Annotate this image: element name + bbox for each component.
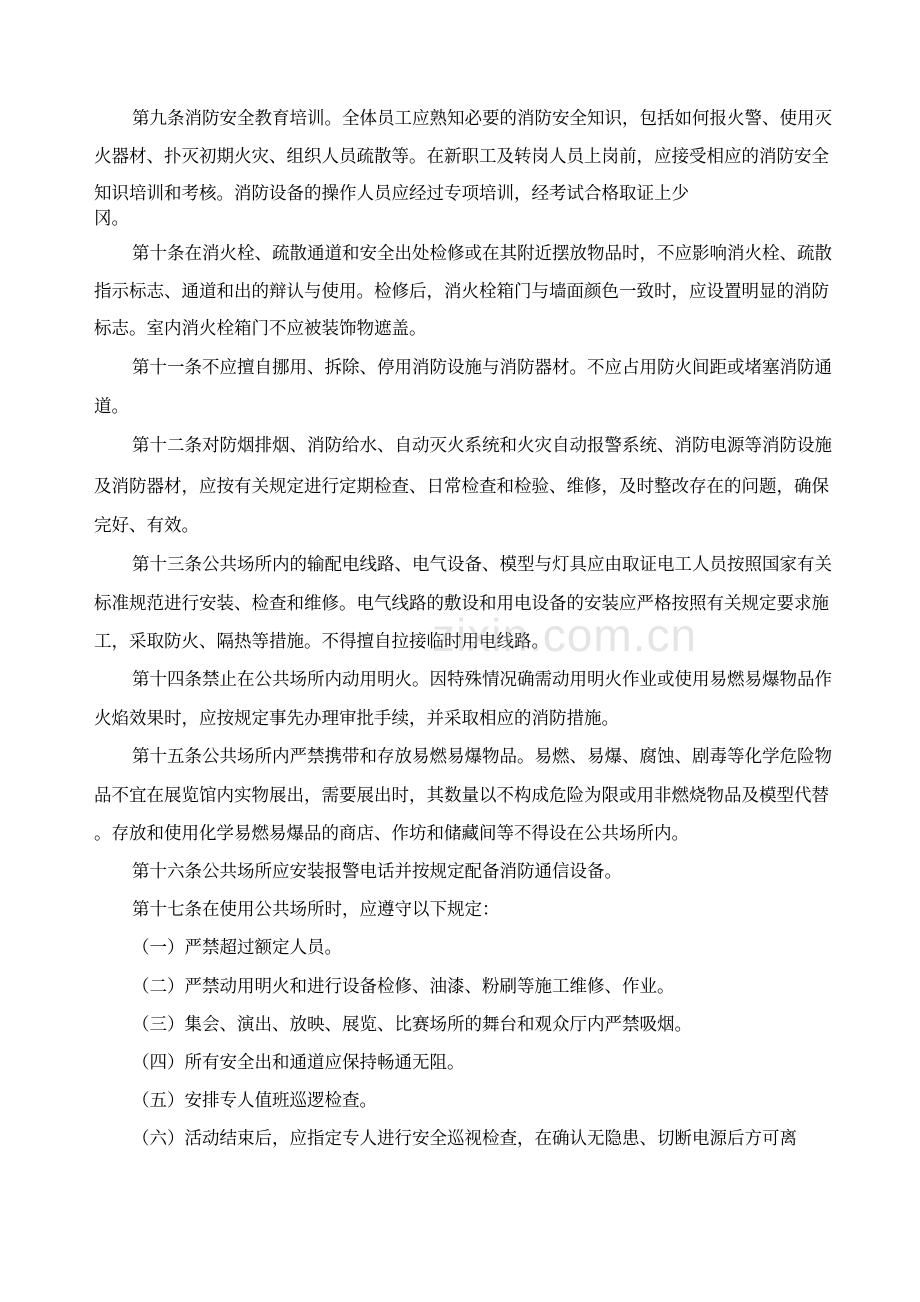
article-11-line-2: 道。 [94, 397, 129, 417]
list-item: （三）集会、演出、放映、展览、比赛场所的舞台和观众厅内严禁吸烟。 [132, 1015, 692, 1035]
article-15-line-1: 第十五条公共场所内严禁携带和存放易燃易爆物品。易燃、易爆、腐蚀、剧毒等化学危险物 [132, 747, 832, 767]
list-item: （一）严禁超过额定人员。 [132, 938, 342, 958]
article-15-line-2: 品不宜在展览馆内实物展出，需要展出时，其数量以不构成危险为限或用非燃烧物品及模型代替 [94, 786, 829, 806]
article-9-line-4: 冈。 [94, 209, 129, 229]
list-item: （二）严禁动用明火和进行设备检修、油漆、粉刷等施工维修、作业。 [132, 977, 675, 997]
article-14-line-1: 第十四条禁止在公共场所内动用明火。因特殊情况确需动用明火作业或使用易燃易爆物品作 [132, 670, 832, 690]
list-item: （四）所有安全出和通道应保持畅通无阻。 [132, 1053, 465, 1073]
article-10-line-2: 指示标志、通道和出的辩认与使用。检修后，消火栓箱门与墙面颜色一致时，应设置明显的消防 [94, 282, 829, 302]
watermark: zixin.com.cn [432, 609, 698, 661]
article-14-line-2: 火焰效果时，应按规定事先办理审批手续，并采取相应的消防措施。 [94, 709, 619, 729]
article-10-line-1: 第十条在消火栓、疏散通道和安全出处检修或在其附近摆放物品时，不应影响消火栓、疏散 [132, 244, 832, 264]
article-12-line-3: 完好、有效。 [94, 516, 199, 536]
article-16: 第十六条公共场所应安装报警电话并按规定配备消防通信设备。 [132, 862, 622, 882]
article-9-line-3: 知识培训和考核。消防设备的操作人员应经过专项培训，经考试合格取证上少 [94, 184, 689, 204]
article-13-line-2: 标准规范进行安装、检查和维修。电气线路的敷设和用电设备的安装应严格按照有关规定要求施 [94, 594, 829, 614]
article-9-line-2: 火器材、扑灭初期火灾、组织人员疏散等。在新职工及转岗人员上岗前，应接受相应的消防安全 [94, 147, 829, 167]
article-17: 第十七条在使用公共场所时，应遵守以下规定： [132, 900, 500, 920]
article-11-line-1: 第十一条不应擅自挪用、拆除、停用消防设施与消防器材。不应占用防火间距或堵塞消防通 [132, 358, 832, 378]
list-item: （五）安排专人值班巡逻检查。 [132, 1091, 377, 1111]
article-9-line-1: 第九条消防安全教育培训。全体员工应熟知必要的消防安全知识，包括如何报火警、使用灭 [132, 109, 832, 129]
article-12-line-1: 第十二条对防烟排烟、消防给水、自动灭火系统和火灾自动报警系统、消防电源等消防设施 [132, 436, 832, 456]
article-13-line-1: 第十三条公共场所内的输配电线路、电气设备、模型与灯具应由取证电工人员按照国家有关 [132, 555, 832, 575]
list-item: （六）活动结束后，应指定专人进行安全巡视检查，在确认无隐患、切断电源后方可离 [132, 1129, 797, 1149]
article-15-line-3: 。存放和使用化学易燃易爆品的商店、作坊和储藏间等不得设在公共场所内。 [94, 824, 689, 844]
article-13-line-3: 工，采取防火、隔热等措施。不得擅自拉接临时用电线路。 [94, 632, 549, 652]
article-12-line-2: 及消防器材，应按有关规定进行定期检查、日常检查和检验、维修，及时整改存在的问题，确保 [94, 477, 829, 497]
article-10-line-3: 标志。室内消火栓箱门不应被装饰物遮盖。 [94, 319, 427, 339]
